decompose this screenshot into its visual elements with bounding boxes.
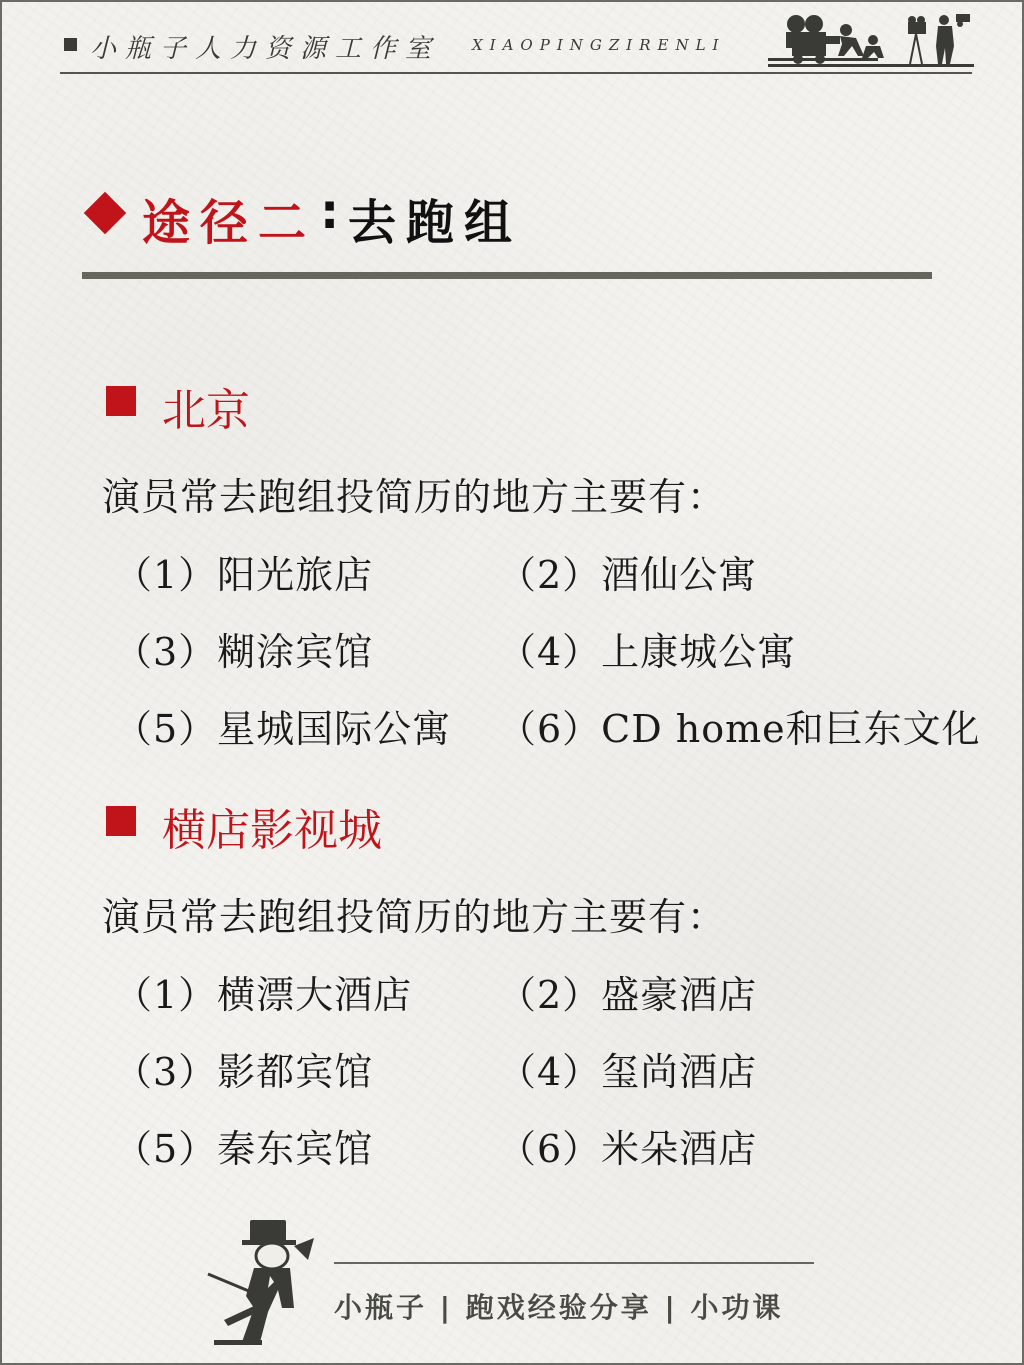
title-colon: : xyxy=(320,184,340,240)
section-heading-label: 北京 xyxy=(162,385,250,436)
list-item: （6）米朵酒店 xyxy=(498,1127,758,1171)
section-intro: 演员常去跑组投简历的地方主要有： xyxy=(102,895,727,939)
list-item: （3）影都宾馆 xyxy=(114,1050,374,1094)
list-item: （2）盛豪酒店 xyxy=(498,973,758,1017)
list-item: （6）CD home和巨东文化 xyxy=(498,707,981,751)
list-item: （1）横漂大酒店 xyxy=(114,973,413,1017)
footer-rule xyxy=(334,1262,814,1264)
list-item: （1）阳光旅店 xyxy=(114,553,374,597)
list-item: （5）秦东宾馆 xyxy=(114,1127,374,1171)
list-item: （5）星城国际公寓 xyxy=(114,707,452,751)
header-rule xyxy=(60,72,972,74)
brand-name-cn: 小瓶子人力资源工作室 xyxy=(90,34,441,64)
square-bullet-icon xyxy=(106,386,136,416)
film-crew-silhouette-icon xyxy=(768,12,974,70)
title-main: 去跑组 xyxy=(348,195,523,251)
header xyxy=(60,24,972,74)
section-heading-label: 横店影视城 xyxy=(162,805,382,856)
square-bullet-icon xyxy=(106,806,136,836)
brand-name-en: XIAOPINGZIRENLI xyxy=(472,36,726,54)
title-prefix: 途径二 xyxy=(142,195,317,251)
list-item: （2）酒仙公寓 xyxy=(498,553,758,597)
footer-tagline: 小瓶子 | 跑戏经验分享 | 小功课 xyxy=(334,1291,784,1324)
title-divider xyxy=(82,272,932,279)
list-item: （4）玺尚酒店 xyxy=(498,1050,758,1094)
diamond-bullet-icon xyxy=(84,192,126,234)
chaplin-silhouette-icon xyxy=(198,1216,318,1346)
section-intro: 演员常去跑组投简历的地方主要有： xyxy=(102,475,727,519)
list-item: （4）上康城公寓 xyxy=(498,630,797,674)
list-item: （3）糊涂宾馆 xyxy=(114,630,374,674)
header-square-icon xyxy=(64,38,77,51)
